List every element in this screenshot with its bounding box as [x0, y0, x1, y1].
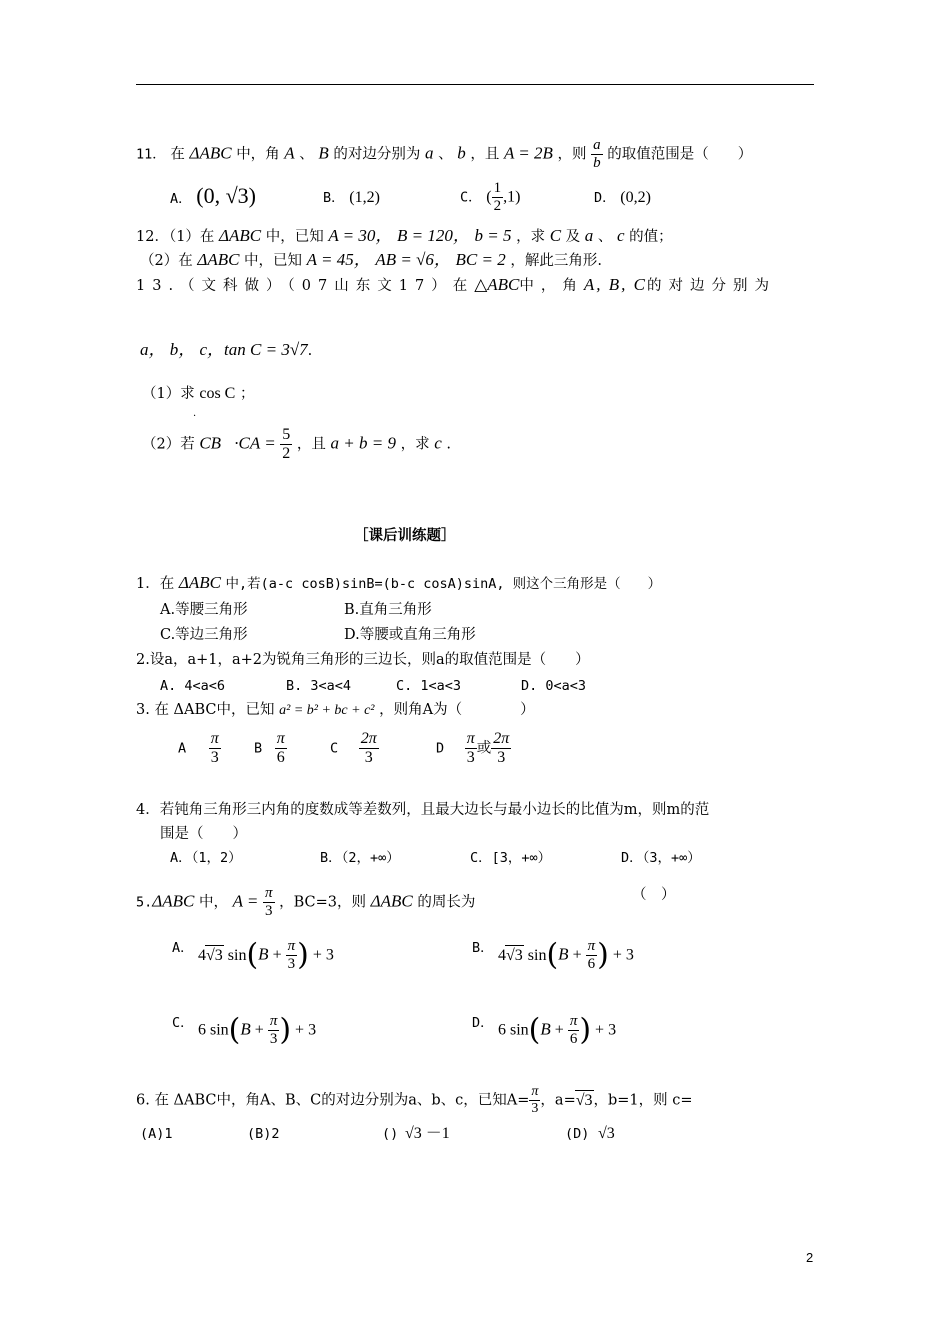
- hw6-option-c-label: (): [382, 1126, 399, 1142]
- problem-12-part-2: （2）在 ΔABC 中，已知 A = 45， AB = √6， BC = 2 ，解此三角形.: [140, 250, 602, 269]
- problem-13-given: a， b， c，tan C = 3√7.: [140, 340, 313, 359]
- homework-3: 3. 在 ΔABC中，已知 a² = b² + bc + c² ，则角A为（ ）: [136, 702, 535, 718]
- hw1-option-b: B.直角三角形: [344, 602, 432, 618]
- hw1-option-c: C.等边三角形: [160, 627, 248, 643]
- homework-4-line-1: 4．若钝角三角形三内角的度数成等差数列，且最大边长与最小边长的比值为m，则m的范: [136, 802, 710, 818]
- hw5-option-d-label: D．: [472, 1015, 494, 1031]
- homework-2: 2.设a，a+1，a+2为锐角三角形的三边长，则a的取值范围是（ ）: [136, 652, 590, 668]
- hw6-option-d-label: (D): [565, 1126, 590, 1142]
- hw3-option-c: C $\frac{2\pi}{3}$: [330, 730, 377, 766]
- hw5-option-a-expr: 4√3 sin(B + $\frac{\pi}{3}$ ) + 3: [198, 937, 334, 973]
- hw4-option-d: D．（3，+∞）: [621, 850, 701, 866]
- hw1-option-d: D.等腰或直角三角形: [344, 627, 476, 643]
- problem-13-part-1: （1）求 cos C ；: [142, 385, 255, 402]
- hw2-option-a: A. 4<a<6: [160, 678, 226, 694]
- problem-12-part-1: 12．（1）在 ΔABC 中，已知 A = 30， B = 120， b = 5 ，求 C 及 a 、 c 的值；: [136, 226, 673, 245]
- homework-5: 5.ΔABC 中， A = $\frac{\pi}{3}$ ，BC=3，则 ΔABC 的周长为: [136, 885, 476, 919]
- hw6-option-d-expr: √3: [598, 1125, 615, 1142]
- q11-option-a: A． (0, √3): [170, 183, 256, 208]
- q11-option-b: B． (1,2): [323, 189, 380, 206]
- q11-option-d: D． (0,2): [594, 189, 651, 206]
- hw3-option-b: B $\frac{\pi}{6}$: [254, 730, 285, 766]
- hw2-option-d: D. 0<a<3: [521, 678, 587, 694]
- hw3-option-a: A $\frac{\pi}{3}$: [178, 730, 219, 766]
- header-rule: [136, 84, 814, 85]
- hw5-option-c-label: C．: [172, 1015, 194, 1031]
- homework-1: 1．在 ΔABC 中,若(a-c cosB)sinB=(b-c cosA)sinA, 则这个三角形是（ ）: [136, 573, 662, 592]
- hw4-option-b: B．（2，+∞）: [320, 850, 400, 866]
- hw1-option-a: A.等腰三角形: [160, 602, 248, 618]
- five-halves-fraction: $\frac{5}{2}$: [282, 426, 291, 462]
- half-fraction: $\frac{1}{2}$: [493, 180, 502, 214]
- hw2-option-b: B. 3<a<4: [286, 678, 352, 694]
- problem-11: 11． 在 ΔABC 中，角 A 、 B 的对边分别为 a 、 b ，且 A = 2B ，则 $\frac{a}{b}$ 的取值范围是（ ）: [136, 137, 753, 171]
- hw3-option-d: D $\frac{\pi}{3}$ 或 $\frac{2\pi}{3}$: [436, 730, 510, 766]
- problem-13-part-2: （2）若 CB⃗·CA = $\frac{5}{2}$ ，且 a + b = 9 ，求 c .: [142, 426, 451, 462]
- hw5-option-b-expr: 4√3 sin(B + $\frac{\pi}{6}$ ) + 3: [498, 937, 634, 973]
- a-over-b-fraction: $\frac{a}{b}$: [593, 137, 601, 171]
- hw4-option-c: C．[3，+∞）: [470, 850, 552, 866]
- homework-6: 6. 在 ΔABC中，角A、B、C的对边分别为a、b、c，已知A= $\frac{\pi}{3}$ ，a=√3，b=1，则 c=: [136, 1084, 693, 1116]
- hw5-option-b-label: B．: [472, 940, 494, 956]
- q11-option-c: C． ( $\frac{1}{2}$ ,1): [460, 180, 521, 214]
- stray-dot: ·: [193, 411, 197, 422]
- hw5-option-c-expr: 6 sin(B + $\frac{\pi}{3}$ ) + 3: [198, 1012, 317, 1048]
- section-title: ［课后训练题］: [354, 528, 456, 544]
- hw6-option-a: (A)1: [140, 1126, 173, 1142]
- hw6-option-c-expr: √3 －1: [405, 1125, 450, 1142]
- hw5-answer-paren: （ ）: [632, 887, 676, 903]
- hw2-option-c: C. 1<a<3: [396, 678, 462, 694]
- hw5-option-d-expr: 6 sin(B + $\frac{\pi}{6}$ ) + 3: [498, 1012, 617, 1048]
- problem-13: 13.（文科做）（07山东文17）在△ABC中，角A, B, C的对边分别为: [136, 275, 777, 294]
- homework-4-line-2: 围是（ ）: [160, 826, 247, 842]
- page-number: 2: [806, 1250, 814, 1265]
- hw5-option-a-label: A．: [172, 940, 194, 956]
- hw4-option-a: A．（1，2）: [170, 850, 242, 866]
- hw6-option-b: (B)2: [247, 1126, 280, 1142]
